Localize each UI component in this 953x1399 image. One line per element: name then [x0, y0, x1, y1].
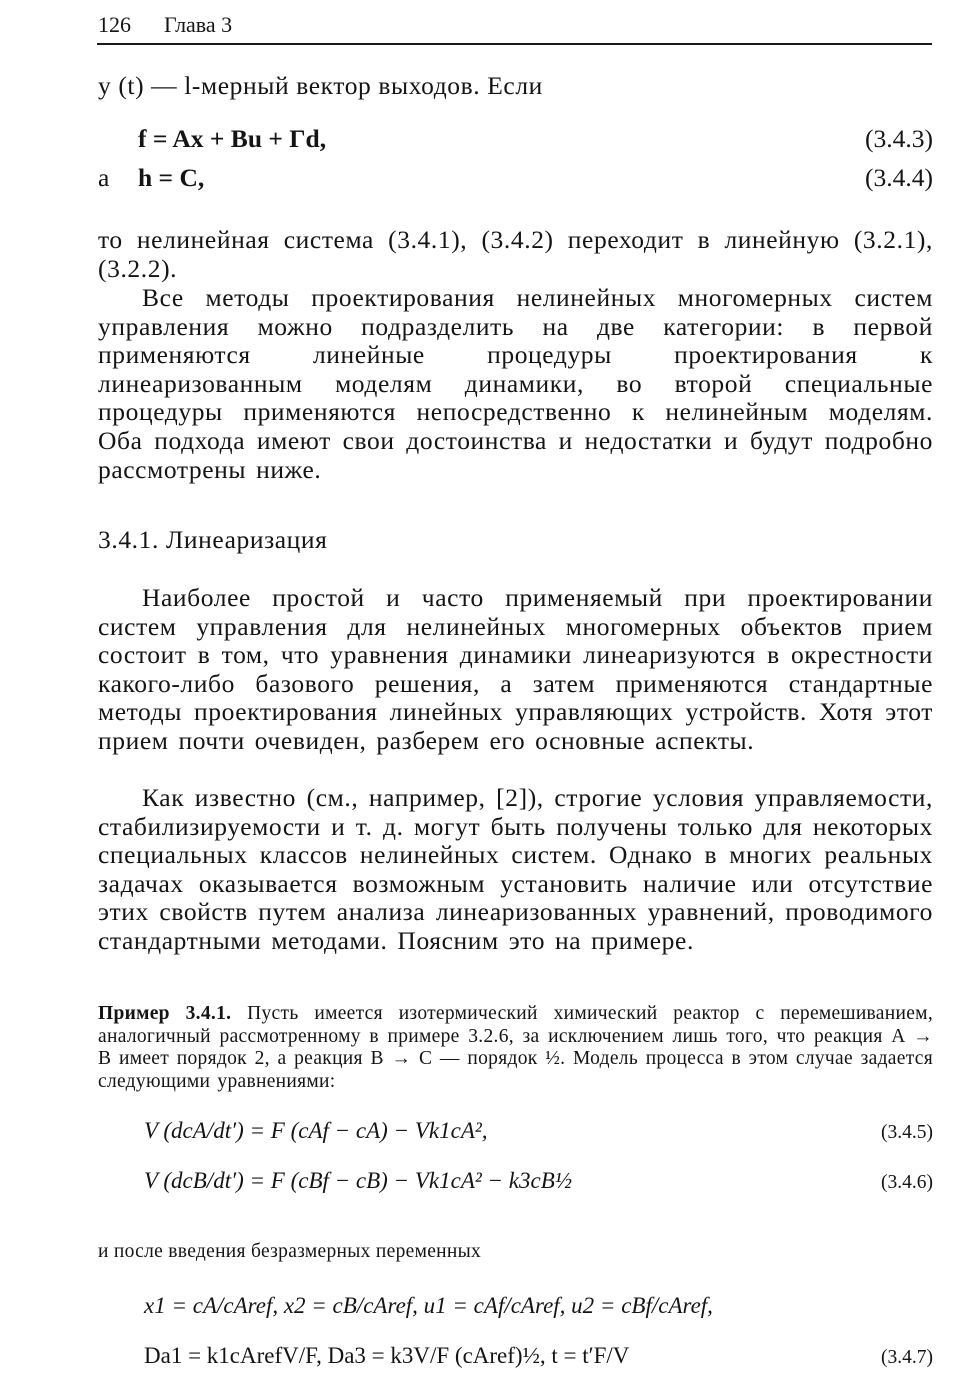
- equation-expression: h = C,: [138, 163, 205, 192]
- section-heading: 3.4.1. Линеаризация: [98, 525, 328, 554]
- example-lead: Пример 3.4.1.: [98, 1003, 232, 1024]
- equation-3-4-4: [98, 163, 933, 195]
- paragraph-1: то нелинейная система (3.4.1), (3.4.2) переходит в линейную (3.2.1), (3.2.2).: [98, 225, 933, 283]
- header-rule: [97, 43, 932, 45]
- chapter-title: Глава 3: [164, 12, 233, 37]
- equation-number: (3.4.7): [881, 1347, 933, 1368]
- equation-expression: f = Ax + Bu + Гd,: [138, 124, 327, 153]
- equation-3-4-7-line2: [98, 1343, 933, 1383]
- paragraph-3: Наиболее простой и часто применяемый при проектировании систем управления для нелинейных многомерных объектов прием состоит в том, что уравнения динамики линеаризуются в окрестности какого-либо базового решения, а затем применяются стандартные методы проектирования линейных управляющих устройств. Хотя этот прием почти очевиден, разберем его основные аспекты.: [98, 583, 933, 755]
- equation-number: (3.4.4): [865, 163, 933, 192]
- page-number: 126: [98, 12, 131, 37]
- transition-text: и после введения безразмерных переменных: [98, 1241, 482, 1262]
- equation-3-4-6: [98, 1168, 933, 1208]
- running-header: [98, 12, 232, 38]
- equation-expression: x1 = cA/cAref, x2 = cB/cAref, u1 = cAf/cAref, u2 = cBf/cAref,: [144, 1293, 713, 1318]
- paragraph-4: Как известно (см., например, [2]), строгие условия управляемости, стабилизируемости и т. д. могут быть получены только для некоторых специальных классов нелинейных систем. Однако в многих реальных задачах оказывается возможным установить наличие или отсутствие этих свойств путем анализа линеаризованных уравнений, проводимого стандартными методами. Поясним это на примере.: [98, 783, 933, 955]
- equation-3-4-5: [98, 1118, 933, 1158]
- equation-expression: Da1 = k1cArefV/F, Da3 = k3V/F (cAref)½, t = t′F/V: [144, 1343, 630, 1368]
- equation-number: (3.4.6): [881, 1172, 933, 1193]
- paragraph-2: Все методы проектирования нелинейных многомерных систем управления можно подразделить на две категории: в первой применяются линейные процедуры проектирования к линеаризованным моделям динамики, во второй специальные процедуры применяются непосредственно к нелинейным моделям. Оба подхода имеют свои достоинства и недостатки и будут подробно рассмотрены ниже.: [98, 283, 933, 484]
- equation-3-4-7-line1: [98, 1293, 933, 1333]
- equation-number: (3.4.5): [881, 1122, 933, 1143]
- equation-3-4-3: [98, 124, 933, 156]
- equation-expression: V (dcB/dt′) = F (cBf − cB) − Vk1cA² − k3cB½: [144, 1168, 573, 1193]
- example-3-4-1: [98, 1003, 933, 1094]
- intro-line: y (t) — l-мерный вектор выходов. Если: [98, 71, 543, 100]
- equation-number: (3.4.3): [865, 124, 933, 153]
- equation-expression: V (dcA/dt′) = F (cAf − cA) − Vk1cA²,: [144, 1118, 488, 1143]
- equation-prefix: а: [98, 163, 110, 192]
- example-text: Пусть имеется изотермический химический реактор с перемешиванием, аналогичный рассмотренному в примере 3.2.6, за исключением лишь того, что реакция A → B имеет порядок 2, а реакция B → C — порядок ½. Модель процесса в этом случае задается следующими уравнениями:: [98, 1003, 933, 1093]
